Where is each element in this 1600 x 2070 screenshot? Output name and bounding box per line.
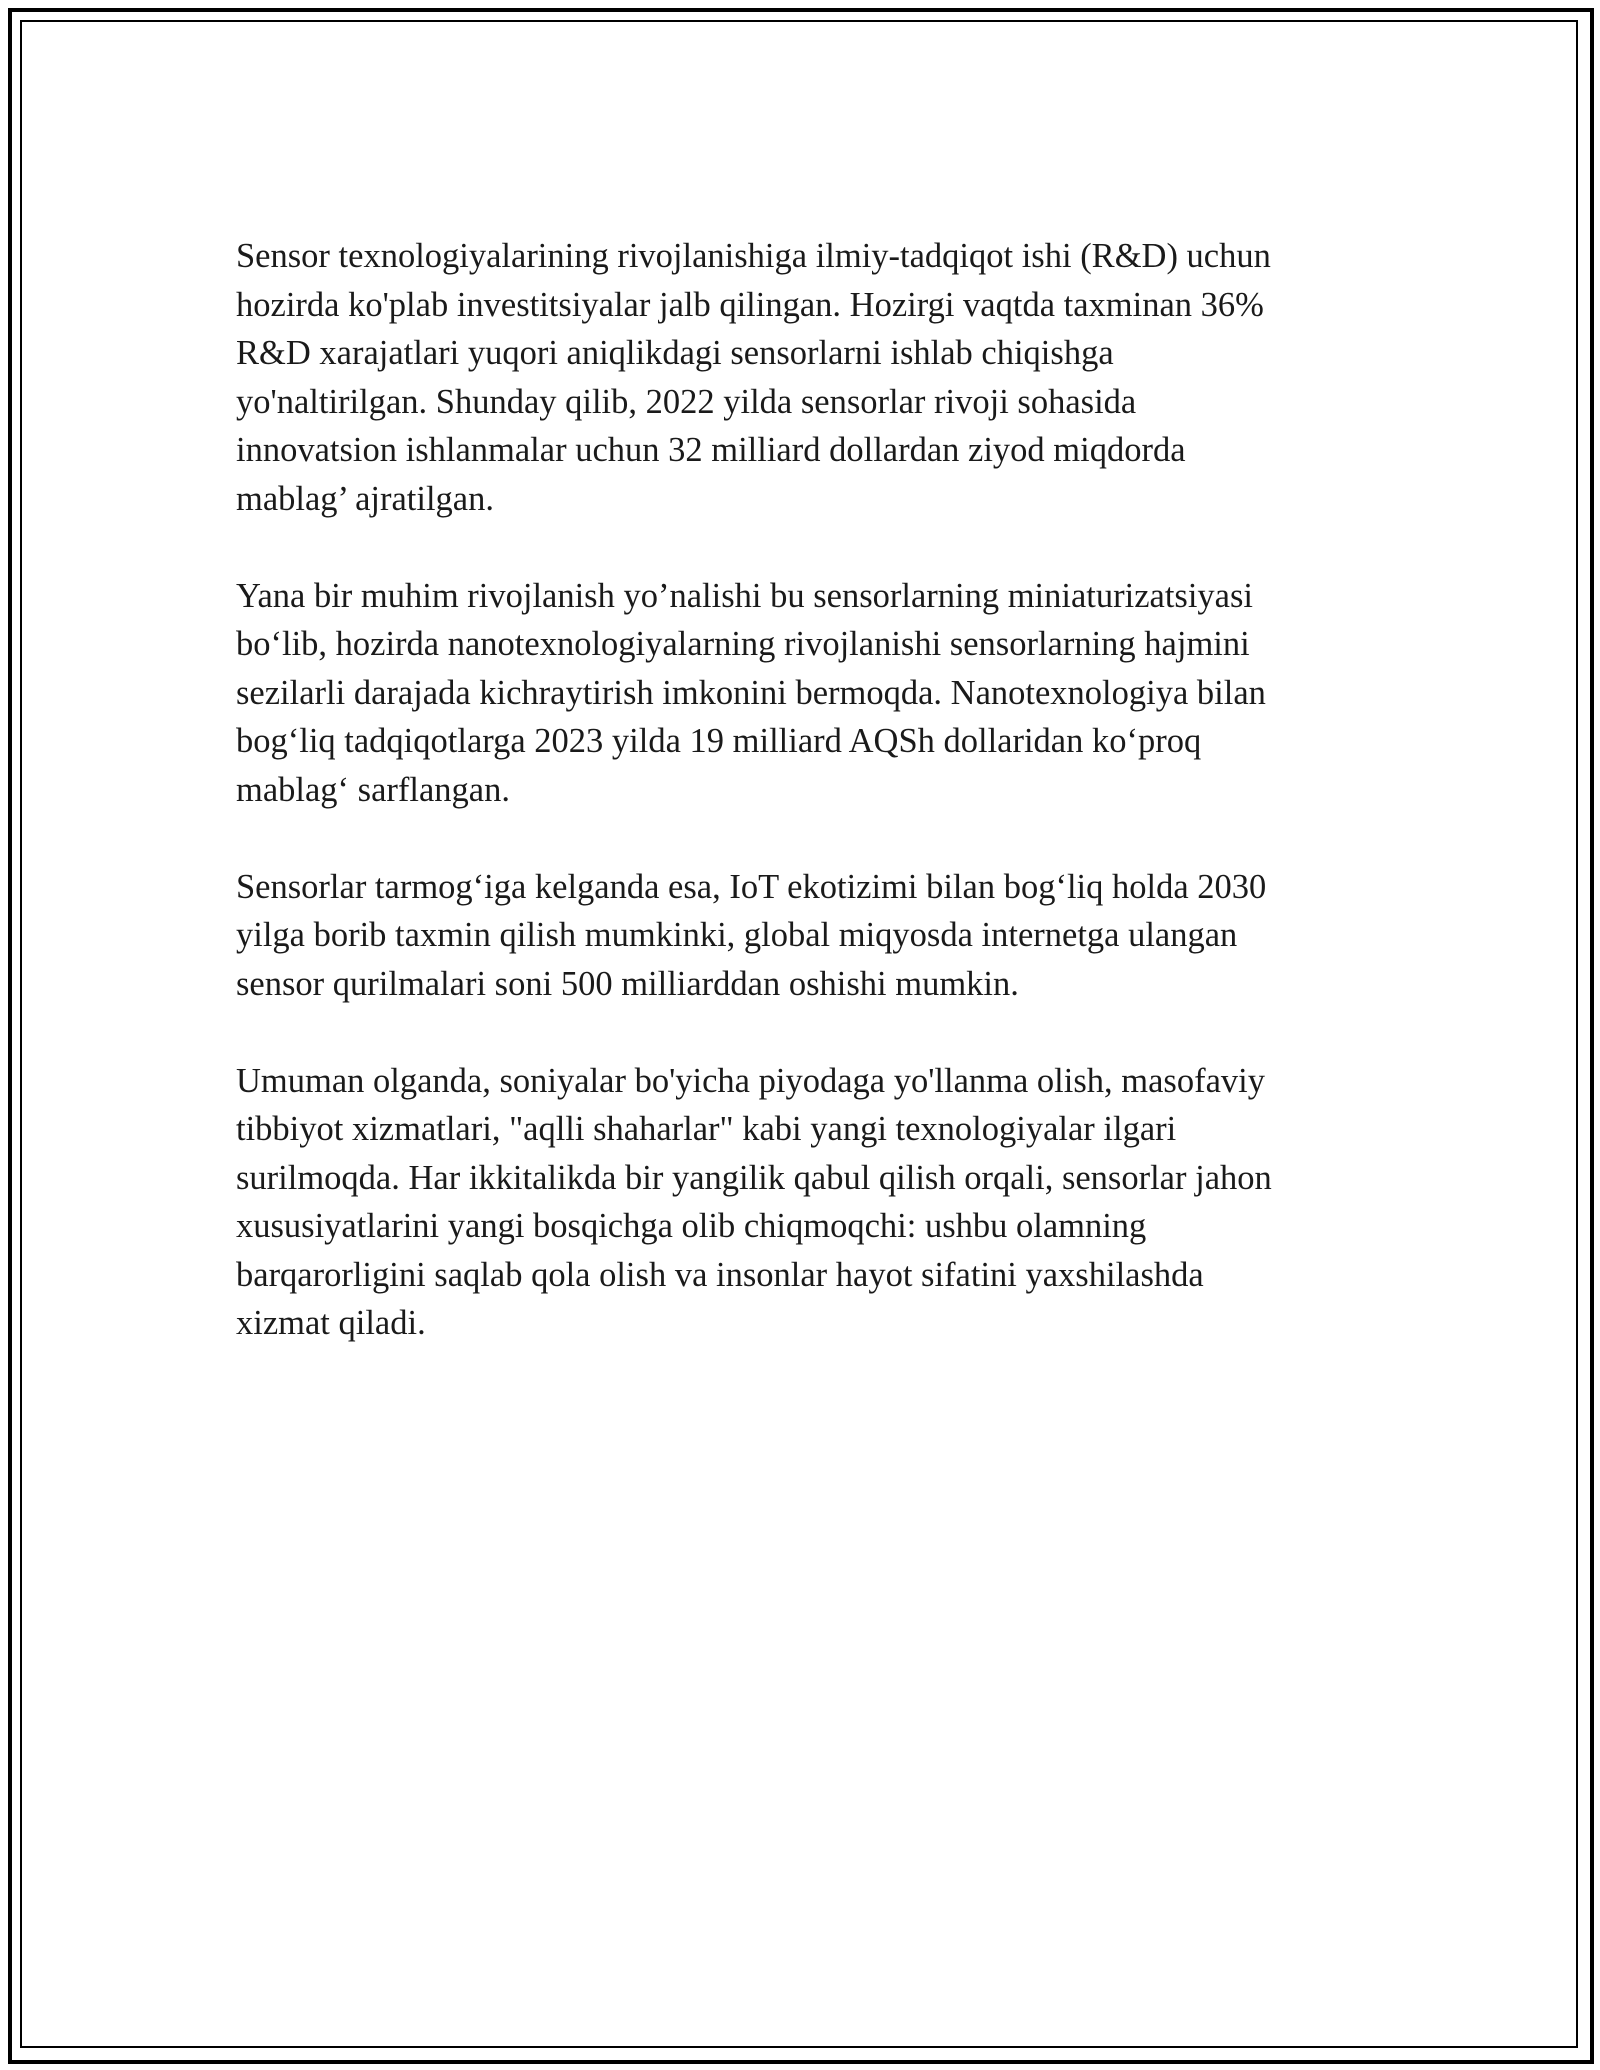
paragraph-conclusion: Umuman olganda, soniyalar bo'yicha piyodaga yo'llanma olish, masofaviy tibbiyot xizmatlari, "aqlli shaharlar" kabi yangi texnologiyalar ilgari surilmoqda. Har ikkitalikda bir yangilik qabul qilish orqali, sensorlar jahon xususiyatlarini yangi bosqichga olib chiqmoqchi: ushbu olamning barqarorligini saqlab qola olish va insonlar hayot sifatini yaxshilashda xizmat qiladi.	[236, 1061, 1272, 1342]
paragraph-rd-investment: Sensor texnologiyalarining rivojlanishiga ilmiy-tadqiqot ishi (R&D) uchun hozirda ko'plab investitsiyalar jalb qilingan. Hozirgi vaqtda taxminan 36% R&D xarajatlari yuqori aniqlikdagi sensorlarni ishlab chiqishga yo'naltirilgan. Shunday qilib, 2022 yilda sensorlar rivoji sohasida innovatsion ishlanmalar uchun 32 milliard dollardan ziyod miqdorda mablag’ ajratilgan.	[236, 237, 1271, 518]
paragraph-sensor-networks: Sensorlar tarmog‘iga kelganda esa, IoT ekotizimi bilan bog‘liq holda 2030 yilga borib taxmin qilish mumkinki, global miqyosda internetga ulangan sensor qurilmalari soni 500 milliarddan oshishi mumkin.	[236, 867, 1267, 1003]
paragraph-miniaturization: Yana bir muhim rivojlanish yo’nalishi bu sensorlarning miniaturizatsiyasi bo‘lib, hozirda nanotexnologiyalarning rivojlanishi sensorlarning hajmini sezilarli darajada kichraytirish imkonini bermoqda. Nanotexnologiya bilan bog‘liq tadqiqotlarga 2023 yilda 19 milliard AQSh dollaridan ko‘proq mablag‘ sarflangan.	[236, 576, 1266, 809]
document-body	[236, 232, 1356, 1396]
